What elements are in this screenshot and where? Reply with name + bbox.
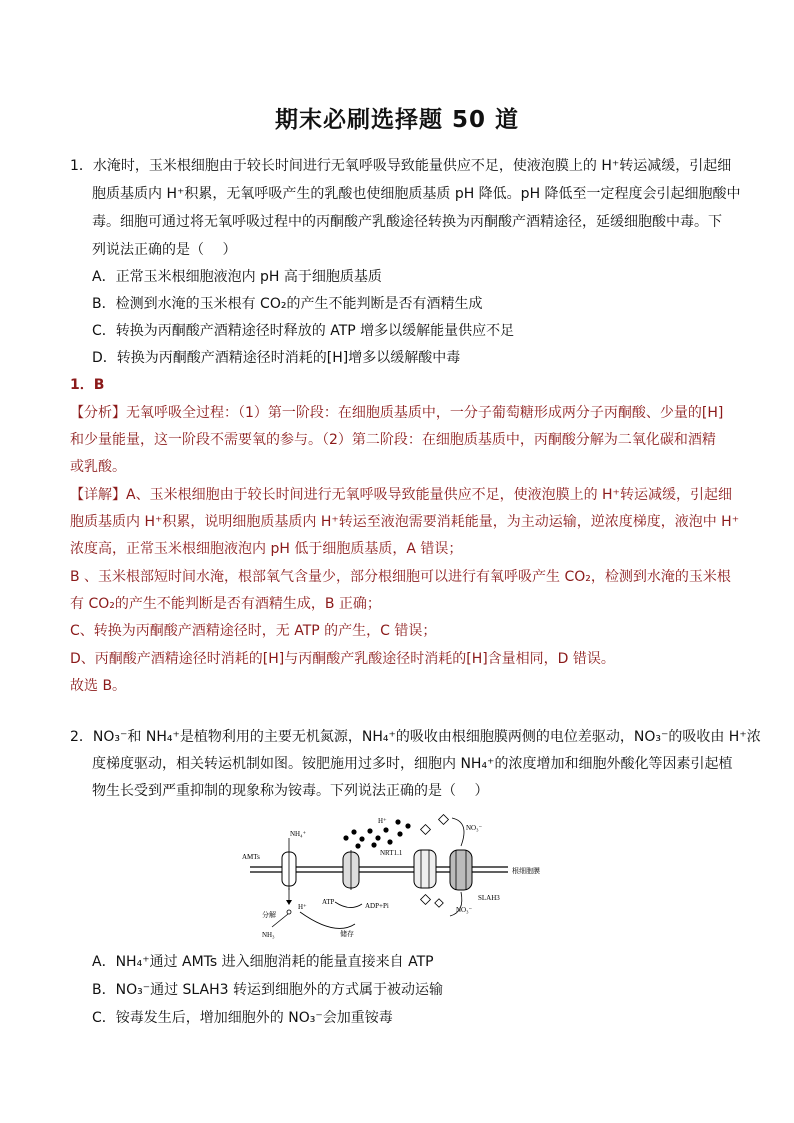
nrt-label: NRT1.1 — [380, 849, 403, 857]
fenjie-label: 分解 — [262, 911, 276, 919]
h-plus-small-label: H⁺ — [298, 903, 307, 911]
q1-analysis-line: 或乳酸。 — [70, 459, 126, 475]
q2-stem-line: 物生长受到严重抑制的现象称为铵毒。下列说法正确的是（ ） — [92, 783, 489, 799]
adp-label: ADP+Pi — [365, 902, 389, 910]
no3-bottom-label: NO₃⁻ — [456, 906, 473, 914]
nh3-label: NH₃ — [262, 931, 275, 939]
q1-analysis-line: 和少量能量，这一阶段不需要氧的参与。（2）第二阶段：在细胞质基质中，丙酮酸分解为二氧化碳和酒精 — [70, 432, 716, 448]
q1-detail-line: B 、玉米根部短时间水淹，根部氧气含量少，部分根细胞可以进行有氧呼吸产生 CO₂，检测到水淹的玉米根 — [70, 569, 731, 585]
q1-stem-line: 列说法正确的是（ ） — [92, 242, 237, 258]
q1-detail-line: 胞质基质内 H⁺积累，说明细胞质基质内 H⁺转运至液泡需要消耗能量，为主动运输，逆浓度梯度，液泡中 H⁺ — [70, 514, 740, 530]
atp-label: ATP — [322, 898, 335, 906]
nrt11-transporter — [414, 850, 436, 888]
nh4-label: NH₄⁺ — [290, 830, 307, 838]
q1-stem-line: 毒。细胞可通过将无氧呼吸过程中的丙酮酸产乳酸途径转换为丙酮酸产酒精途径，延缓细胞酸中毒。下 — [92, 214, 722, 230]
q1-option-a: A．正常玉米根细胞液泡内 pH 高于细胞质基质 — [92, 269, 382, 285]
q2-option-b: B．NO₃⁻通过 SLAH3 转运到细胞外的方式属于被动运输 — [92, 982, 444, 998]
q1-stem-line: 胞质基质内 H⁺积累，无氧呼吸产生的乳酸也使细胞质基质 pH 降低。pH 降低至一定程度会引起细胞酸中 — [92, 186, 741, 202]
membrane-label: 根细胞膜 — [512, 867, 540, 875]
transport-mechanism-figure — [240, 812, 620, 944]
q2-option-a: A．NH₄⁺通过 AMTs 进入细胞消耗的能量直接来自 ATP — [92, 954, 434, 970]
q2-stem-line: 度梯度驱动，相关转运机制如图。铵肥施用过多时，细胞内 NH₄⁺的浓度增加和细胞外酸化等因素引起植 — [92, 756, 733, 772]
page-title: 期末必刷选择题 50 道 — [274, 107, 520, 133]
q1-detail-line: D、丙酮酸产酒精途径时消耗的[H]与丙酮酸产乳酸途径时消耗的[H]含量相同，D 错误。 — [70, 651, 615, 667]
h-plus-dots — [343, 819, 410, 848]
slah3-channel — [450, 850, 472, 890]
q1-conclusion: 故选 B。 — [70, 678, 127, 694]
q1-option-b: B．检测到水淹的玉米根有 CO₂的产生不能判断是否有酒精生成 — [92, 296, 483, 312]
no3-top-label: NO₃⁻ — [466, 824, 483, 832]
chucun-label: 储存 — [340, 930, 354, 938]
q1-detail-line: 浓度高，正常玉米根细胞液泡内 pH 低于细胞质基质，A 错误； — [70, 541, 463, 557]
q1-stem-line: 1．水淹时，玉米根细胞由于较长时间进行无氧呼吸导致能量供应不足，使液泡膜上的 H⁺转运减缓，引起细 — [70, 158, 732, 174]
q2-option-c: C．铵毒发生后，增加细胞外的 NO₃⁻会加重铵毒 — [92, 1010, 393, 1026]
h-plus-label: H⁺ — [378, 817, 387, 825]
q2-stem-line: 2．NO₃⁻和 NH₄⁺是植物利用的主要无机氮源，NH₄⁺的吸收由根细胞膜两侧的电位差驱动，NO₃⁻的吸收由 H⁺浓 — [70, 729, 761, 745]
q1-option-d: D．转换为丙酮酸产酒精途径时消耗的[H]增多以缓解酸中毒 — [92, 350, 461, 366]
amts-label: AMTs — [242, 853, 260, 861]
q1-detail-line: 【详解】A、玉米根细胞由于较长时间进行无氧呼吸导致能量供应不足，使液泡膜上的 H⁺转运减缓，引起细 — [70, 487, 732, 503]
q1-detail-line: 有 CO₂的产生不能判断是否有酒精生成，B 正确； — [70, 596, 381, 612]
q1-answer: 1．B — [70, 377, 105, 393]
q1-option-c: C．转换为丙酮酸产酒精途径时释放的 ATP 增多以缓解能量供应不足 — [92, 323, 515, 339]
q1-detail-line: C、转换为丙酮酸产酒精途径时，无 ATP 的产生，C 错误； — [70, 623, 437, 639]
q1-analysis-line: 【分析】无氧呼吸全过程：（1）第一阶段：在细胞质基质中，一分子葡萄糖形成两分子丙酮酸、少量的[H] — [70, 405, 724, 421]
slah3-label: SLAH3 — [478, 894, 500, 902]
